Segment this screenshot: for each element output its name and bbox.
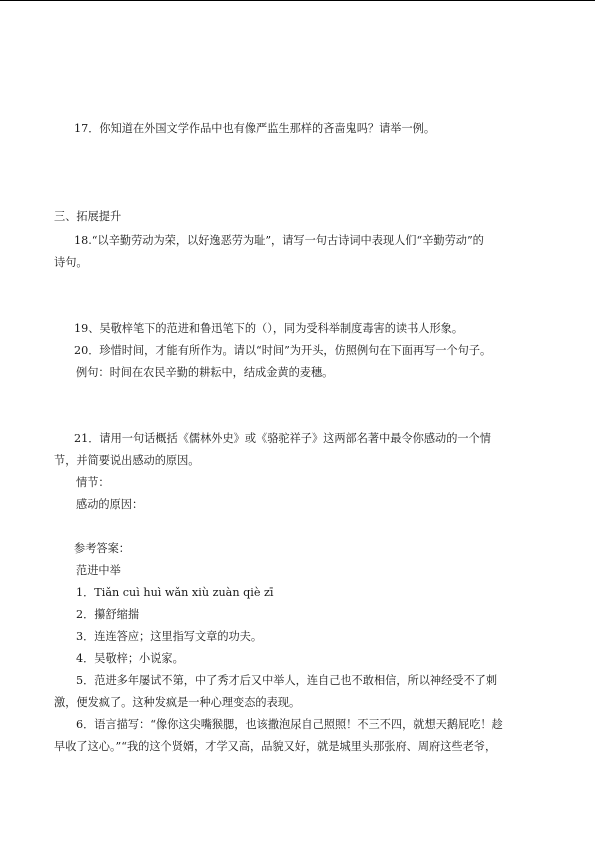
answer-6-line2: 早收了这心。”“我的这个贤婿，才学又高，品貌又好，就是城里头那张府、周府这些老爷， bbox=[54, 740, 497, 753]
question-17: 17．你知道在外国文学作品中也有像严监生那样的吝啬鬼吗？请举一例。 bbox=[74, 122, 436, 135]
answers-heading: 参考答案： bbox=[74, 542, 130, 555]
question-20-example: 例句：时间在农民辛勤的耕耘中，结成金黄的麦穗。 bbox=[76, 366, 334, 379]
answers-lesson-title: 范进中举 bbox=[76, 564, 121, 577]
section-heading-extension: 三、拓展提升 bbox=[54, 210, 122, 223]
answer-4: 4．吴敬梓；小说家。 bbox=[76, 652, 184, 665]
question-18-line2: 诗句。 bbox=[54, 256, 88, 269]
answer-reason-label: 感动的原因： bbox=[76, 498, 144, 511]
answer-6-line1: 6．语言描写：“像你这尖嘴猴腮，也该撒泡尿自己照照！不三不四，就想天鹅屁吃！趁 bbox=[76, 718, 503, 731]
answer-5-line2: 激，便发疯了。这种发疯是一种心理变态的表现。 bbox=[54, 696, 301, 709]
question-20: 20．珍惜时间，才能有所作为。请以“时间”为开头，仿照例句在下面再写一个句子。 bbox=[74, 344, 492, 357]
answer-5-line1: 5．范进多年屡试不第，中了秀才后又中举人，连自己也不敢相信，所以神经受不了刺 bbox=[76, 674, 498, 687]
question-21-line2: 节，并简要说出感动的原因。 bbox=[54, 454, 200, 467]
answer-2: 2．攥舒缩揣 bbox=[76, 608, 140, 621]
top-rule bbox=[0, 0, 595, 1]
answer-3: 3．连连答应；这里指写文章的功夫。 bbox=[76, 630, 263, 643]
question-18-line1: 18.“以辛勤劳动为荣，以好逸恶劳为耻”，请写一句古诗词中表现人们“辛勤劳动”的 bbox=[74, 234, 484, 247]
question-19: 19、吴敬梓笔下的范进和鲁迅笔下的（），同为受科举制度毒害的读书人形象。 bbox=[74, 322, 464, 335]
question-21-line1: 21．请用一句话概括《儒林外史》或《骆驼祥子》这两部名著中最令你感动的一个情 bbox=[74, 432, 491, 445]
answer-1: 1．Tiǎn cuì huì wǎn xiù zuàn qiè zī bbox=[76, 586, 274, 599]
answer-plot-label: 情节： bbox=[76, 476, 110, 489]
